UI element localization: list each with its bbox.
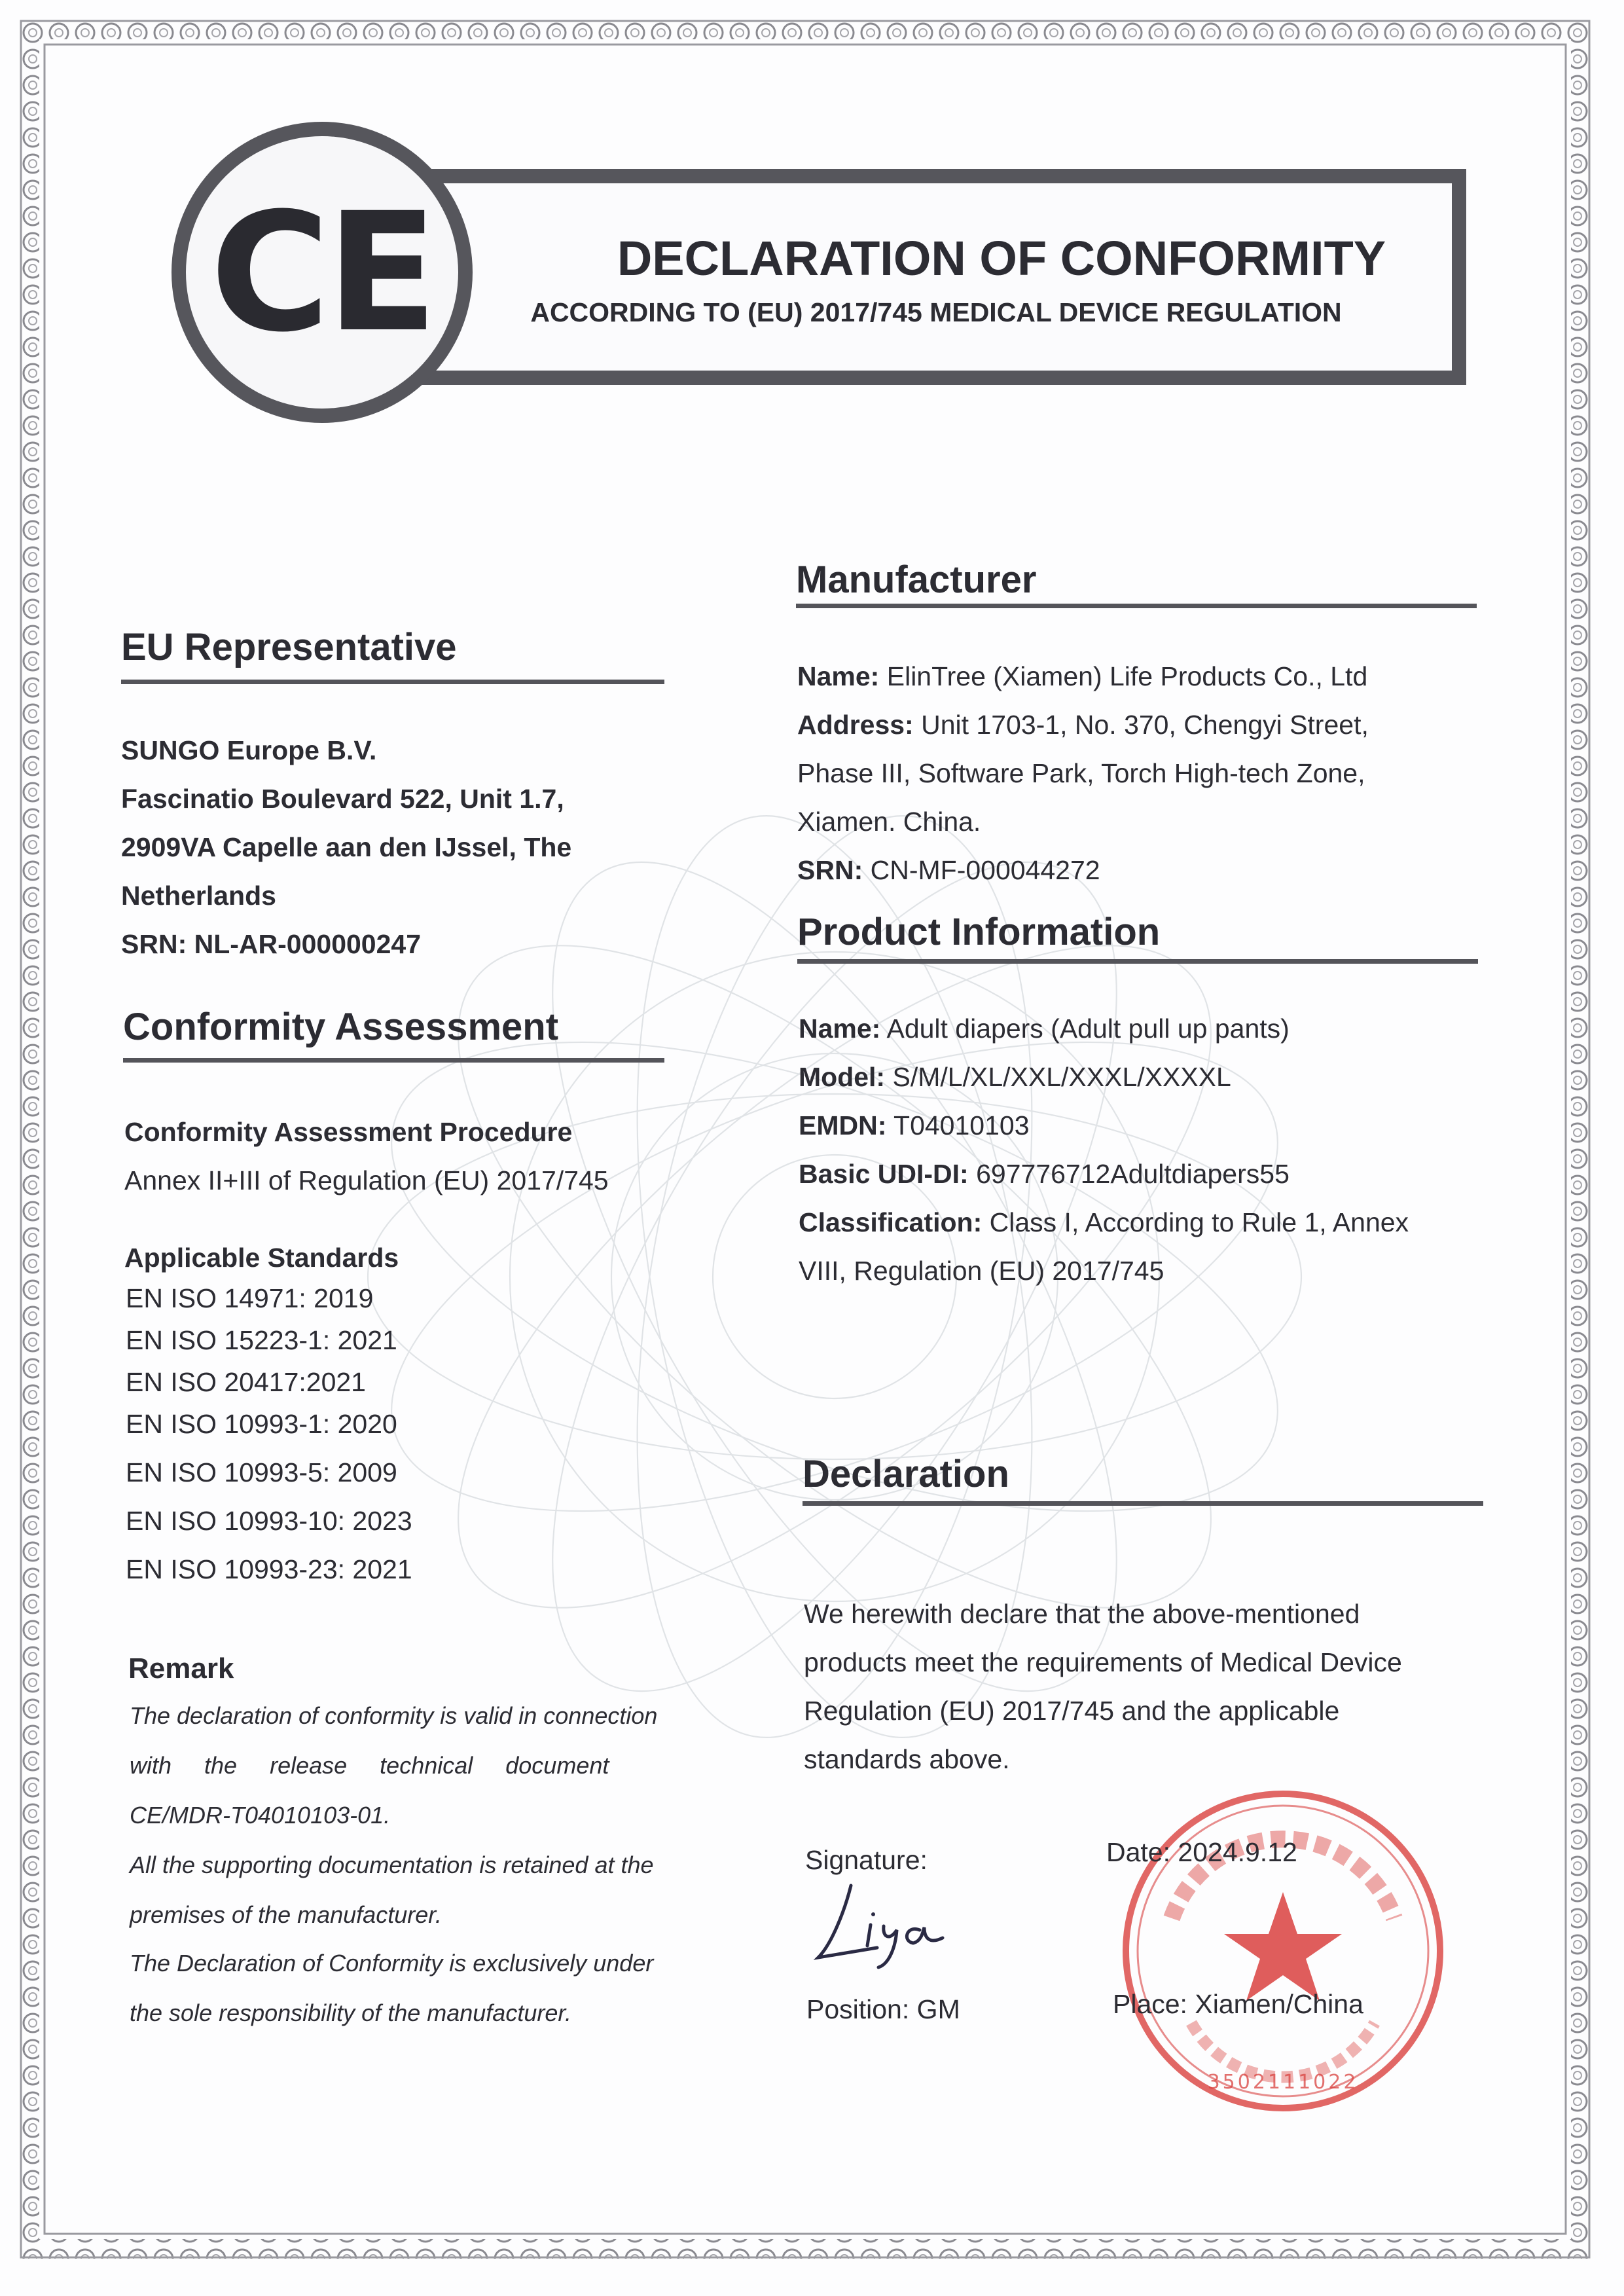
remark-line: premises of the manufacturer. [130,1901,442,1928]
standard-item: EN ISO 10993-1: 2020 [126,1409,397,1439]
product-udi [799,1159,1290,1190]
product-model-label: Model: [799,1062,886,1092]
product-classification-line: VIII, Regulation (EU) 2017/745 [799,1256,1164,1286]
ce-mark-logo [171,122,473,423]
standard-item: EN ISO 20417:2021 [126,1367,366,1397]
place-value: Xiamen/China [1195,1989,1363,2019]
product-information-heading: Product Information [797,911,1161,953]
standards-label: Applicable Standards [124,1243,399,1273]
procedure-label: Conformity Assessment Procedure [124,1117,573,1147]
product-emdn-value: T04010103 [893,1110,1030,1140]
product-udi-value: 697776712Adultdiapers55 [976,1159,1290,1189]
handwritten-signature [805,1872,956,1971]
standard-item: EN ISO 15223-1: 2021 [126,1325,397,1355]
declaration-line: products meet the requirements of Medical Device [804,1647,1402,1677]
position-line [806,1994,960,2025]
position-value: GM [916,1994,960,2024]
product-emdn-label: EMDN: [799,1110,887,1140]
product-information-rule [797,959,1478,964]
place-line [1113,1989,1363,2020]
eu-rep-line: SUNGO Europe B.V. [121,735,377,765]
eu-rep-line: 2909VA Capelle aan den IJssel, The [121,832,572,862]
company-seal-stamp [1113,1781,1453,2121]
remark-line: with the release technical document [130,1752,609,1779]
product-classification [799,1207,1409,1238]
product-name [799,1013,1290,1044]
product-udi-label: Basic UDI-DI: [799,1159,969,1189]
standard-item: EN ISO 10993-23: 2021 [126,1554,412,1584]
signature-label: Signature: [805,1845,928,1875]
eu-rep-line: Netherlands [121,881,276,911]
date-label: Date: [1106,1837,1170,1867]
standard-item: EN ISO 10993-5: 2009 [126,1457,397,1487]
ce-logo-text: CE [209,177,435,368]
product-name-value: Adult diapers (Adult pull up pants) [886,1013,1290,1044]
eu-representative-rule [121,680,664,684]
remark-line: The declaration of conformity is valid in connection [130,1702,658,1729]
declaration-heading: Declaration [803,1453,1009,1495]
eu-representative-heading: EU Representative [121,626,457,668]
manufacturer-heading: Manufacturer [796,558,1037,601]
declaration-rule [803,1501,1483,1506]
remark-line: CE/MDR-T04010103-01. [130,1802,391,1829]
declaration-line: Regulation (EU) 2017/745 and the applicable [804,1696,1340,1726]
manufacturer-address-line: Phase III, Software Park, Torch High-tech Zone, [797,758,1365,788]
manufacturer-address-line: Unit 1703-1, No. 370, Chengyi Street, [921,710,1369,740]
manufacturer-address-label: Address: [797,710,914,740]
manufacturer-srn-value: CN-MF-000044272 [870,855,1100,885]
manufacturer-name [797,661,1367,692]
remark-line: All the supporting documentation is retained at the [130,1851,654,1878]
conformity-assessment-rule [123,1058,664,1063]
product-model-value: S/M/L/XL/XXL/XXXL/XXXXL [892,1062,1231,1092]
conformity-assessment-heading: Conformity Assessment [123,1006,559,1048]
manufacturer-name-value: ElinTree (Xiamen) Life Products Co., Ltd [886,661,1368,691]
place-label: Place: [1113,1989,1187,2019]
procedure-value: Annex II+III of Regulation (EU) 2017/745 [124,1165,609,1195]
manufacturer-address-line: Xiamen. China. [797,807,981,837]
standard-item: EN ISO 10993-10: 2023 [126,1506,412,1536]
position-label: Position: [806,1994,910,2024]
date-line [1106,1837,1297,1868]
declaration-line: We herewith declare that the above-mentioned [804,1599,1360,1629]
manufacturer-name-label: Name: [797,661,880,691]
date-value: 2024.9.12 [1178,1837,1297,1867]
eu-rep-srn: SRN: NL-AR-000000247 [121,929,422,959]
standard-item: EN ISO 14971: 2019 [126,1283,374,1313]
manufacturer-rule [796,604,1477,608]
eu-rep-line: Fascinatio Boulevard 522, Unit 1.7, [121,784,564,814]
remark-line: The Declaration of Conformity is exclusively under [130,1950,654,1977]
manufacturer-address [797,710,1369,740]
declaration-line: standards above. [804,1744,1010,1774]
remark-line: the sole responsibility of the manufacturer. [130,1999,572,2026]
manufacturer-srn [797,855,1100,886]
product-classification-value: Class I, According to Rule 1, Annex [989,1207,1409,1237]
manufacturer-srn-label: SRN: [797,855,863,885]
product-emdn [799,1110,1030,1141]
page-subtitle: ACCORDING TO (EU) 2017/745 MEDICAL DEVICE REGULATION [530,297,1342,327]
remark-heading: Remark [128,1652,234,1685]
page-title: DECLARATION OF CONFORMITY [617,231,1386,285]
product-classification-label: Classification: [799,1207,983,1237]
stamp-number: 3502111022 [1207,2071,1359,2094]
product-model [799,1062,1231,1093]
product-name-label: Name: [799,1013,881,1044]
